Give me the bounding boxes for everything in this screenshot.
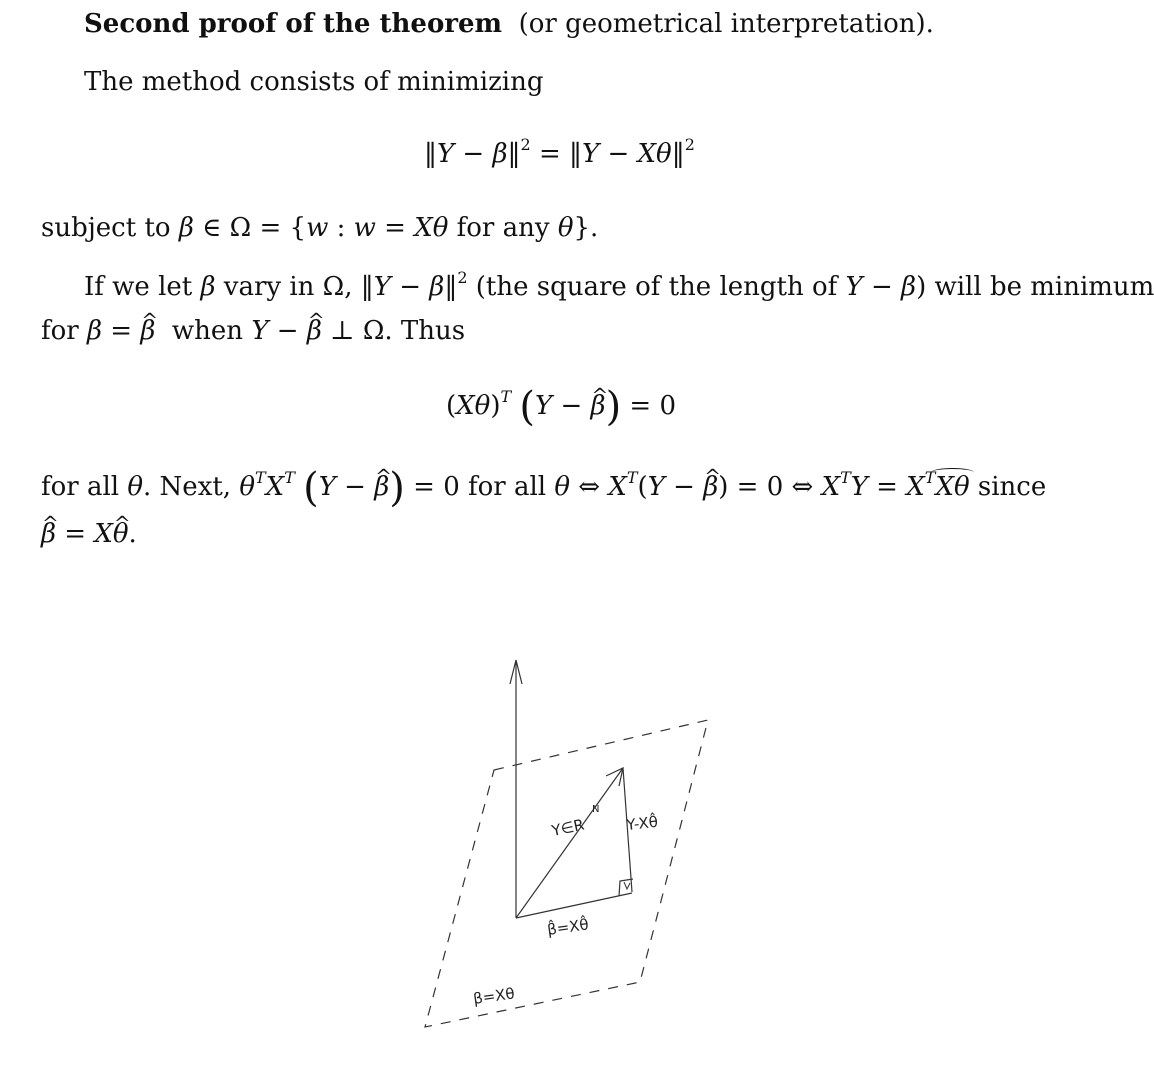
label-beta-hat: β̂=Xθ̂ <box>546 915 590 939</box>
paragraph-intro: The method consists of minimizing <box>84 67 544 97</box>
paragraph-derivation: for all θ. Next, $\theta^TX^T$ (Y − β ^) = 0 for all θ ⇔ $X^T(Y - \beta$ ^) = 0 ⇔ $X^TY = X^TX\theta$ since <box>41 471 1046 504</box>
label-residual: Y-Xθ̂ <box>625 812 659 834</box>
p2-b: vary in <box>223 272 315 302</box>
plane-omega <box>425 720 708 1027</box>
vector-y <box>516 768 623 918</box>
equation-objective: ‖Y − β‖$^2$ = ‖Y − Xθ‖$^2$ <box>424 135 695 169</box>
paragraph-vary: If we let β vary in Ω, ‖Y − β‖$^2$ (the square of the length of Y − β) will be minimum <box>84 268 1154 302</box>
label-y: Y∈R <box>550 815 586 840</box>
p4-a: for all <box>41 472 120 502</box>
subject-label: subject to <box>41 213 171 243</box>
p3-c: . Thus <box>384 316 466 346</box>
label-beta: β=Xθ <box>472 984 516 1008</box>
paragraph-orthogonal: for β = β ^ when Y − β ^ ⊥ Ω. Thus <box>41 315 465 347</box>
p4-c: = 0 for all <box>413 472 547 502</box>
p2-c: (the square of the length of <box>475 272 838 302</box>
p3-b: when <box>171 316 244 346</box>
p4-d: since <box>977 472 1047 502</box>
constraint-line: subject to β ∈ Ω = {w : w = Xθ for any θ}. <box>41 213 599 243</box>
p4-b: . Next, <box>143 472 232 502</box>
p2-d: ) will be minimum <box>916 272 1154 302</box>
p2-a: If we let <box>84 272 193 302</box>
label-n: N <box>592 804 600 815</box>
heading-bold: Second proof of the theorem <box>84 9 503 39</box>
p3-a: for <box>41 316 79 346</box>
for-any-label: for any <box>456 213 550 243</box>
projection-vector <box>516 893 632 918</box>
equation-normal: $(X\theta)^T$ (Y − β ^) = 0 <box>446 390 676 423</box>
heading-rest: (or geometrical interpretation). <box>518 9 934 39</box>
paragraph-estimate: β ^ = Xθ ^. <box>41 518 137 550</box>
